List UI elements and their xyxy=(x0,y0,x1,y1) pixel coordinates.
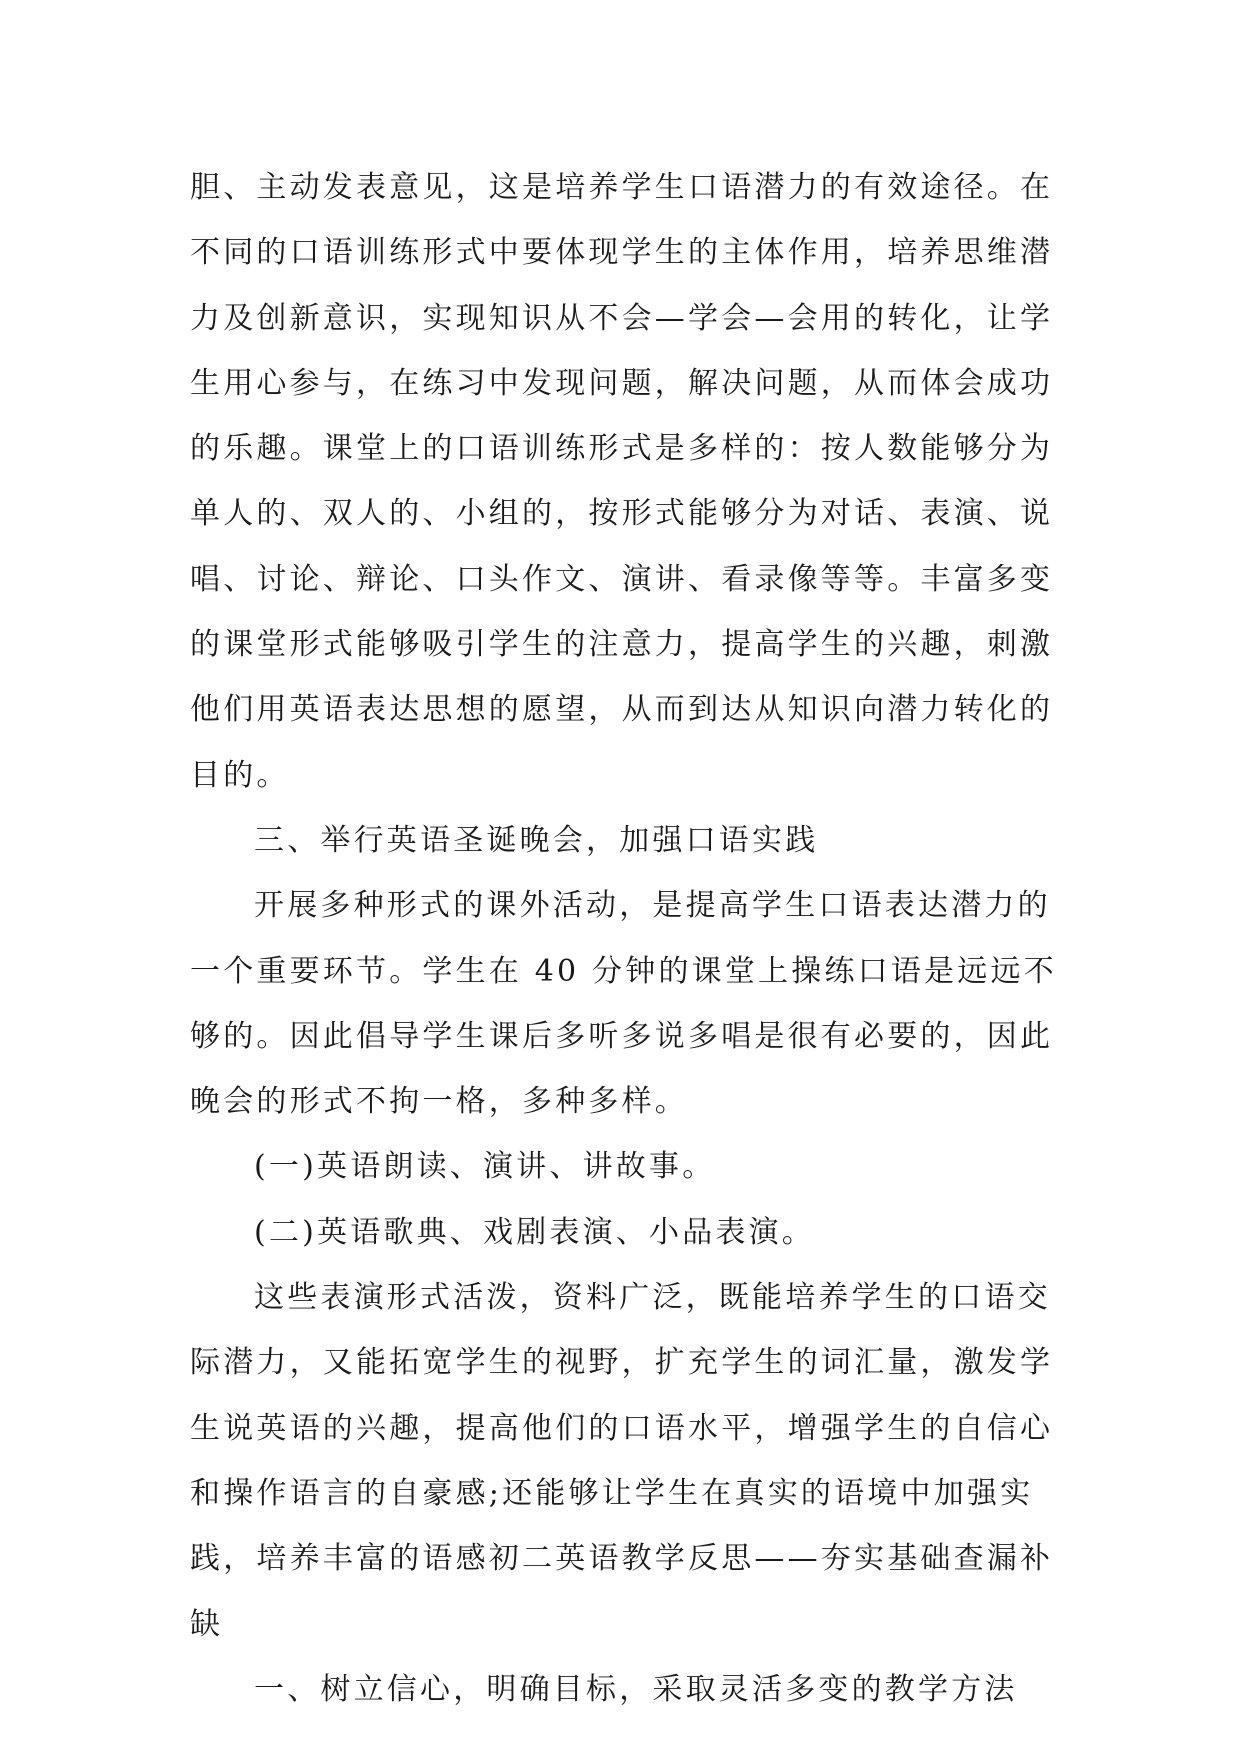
text-line: 开展多种形式的课外活动，是提高学生口语表达潜力的 xyxy=(254,888,1051,924)
text-line: 目的。 xyxy=(190,757,290,793)
text-line: 生说英语的兴趣，提高他们的口语水平，增强学生的自信心 xyxy=(190,1410,1054,1446)
text-line: 够的。因此倡导学生课后多听多说多唱是很有必要的，因此 xyxy=(190,1018,1054,1054)
text-line: 不同的口语训练形式中要体现学生的主体作用，培养思维潜 xyxy=(190,235,1054,271)
text-line: 缺 xyxy=(190,1606,224,1642)
text-line: 胆、主动发表意见，这是培养学生口语潜力的有效途径。在 xyxy=(190,170,1054,205)
text-line: 唱、讨论、辩论、口头作文、演讲、看录像等等。丰富多变 xyxy=(190,561,1054,597)
text-line: 和操作语言的自豪感;还能够让学生在真实的语境中加强实 xyxy=(190,1475,1034,1511)
text-line: 单人的、双人的、小组的，按形式能够分为对话、表演、说 xyxy=(190,496,1054,532)
text-line: 这些表演形式活泼，资料广泛，既能培养学生的口语交 xyxy=(254,1280,1051,1316)
document-body xyxy=(190,155,1060,1722)
text-line: 践，培养丰富的语感初二英语教学反思——夯实基础查漏补 xyxy=(190,1541,1054,1577)
text-line: 的课堂形式能够吸引学生的注意力，提高学生的兴趣，刺激 xyxy=(190,627,1054,663)
text-line: 生用心参与，在练习中发现问题，解决问题，从而体会成功 xyxy=(190,365,1054,401)
section-heading: 三、举行英语圣诞晚会，加强口语实践 xyxy=(254,822,819,858)
text-line: 的乐趣。课堂上的口语训练形式是多样的：按人数能够分为 xyxy=(190,431,1054,467)
section-heading: 一、树立信心，明确目标，采取灵活多变的教学方法 xyxy=(254,1671,1018,1707)
list-item: (二)英语歌典、戏剧表演、小品表演。 xyxy=(254,1214,816,1250)
text-line: 一个重要环节。学生在 40 分钟的课堂上操练口语是远远不 xyxy=(190,953,1057,989)
text-line: 力及创新意识，实现知识从不会—学会—会用的转化，让学 xyxy=(190,300,1054,336)
list-item: (一)英语朗读、演讲、讲故事。 xyxy=(254,1149,716,1185)
text-line: 他们用英语表达思想的愿望，从而到达从知识向潜力转化的 xyxy=(190,692,1054,728)
text-line: 际潜力，又能拓宽学生的视野，扩充学生的词汇量，激发学 xyxy=(190,1345,1054,1381)
text-line: 晚会的形式不拘一格，多种多样。 xyxy=(190,1084,688,1120)
